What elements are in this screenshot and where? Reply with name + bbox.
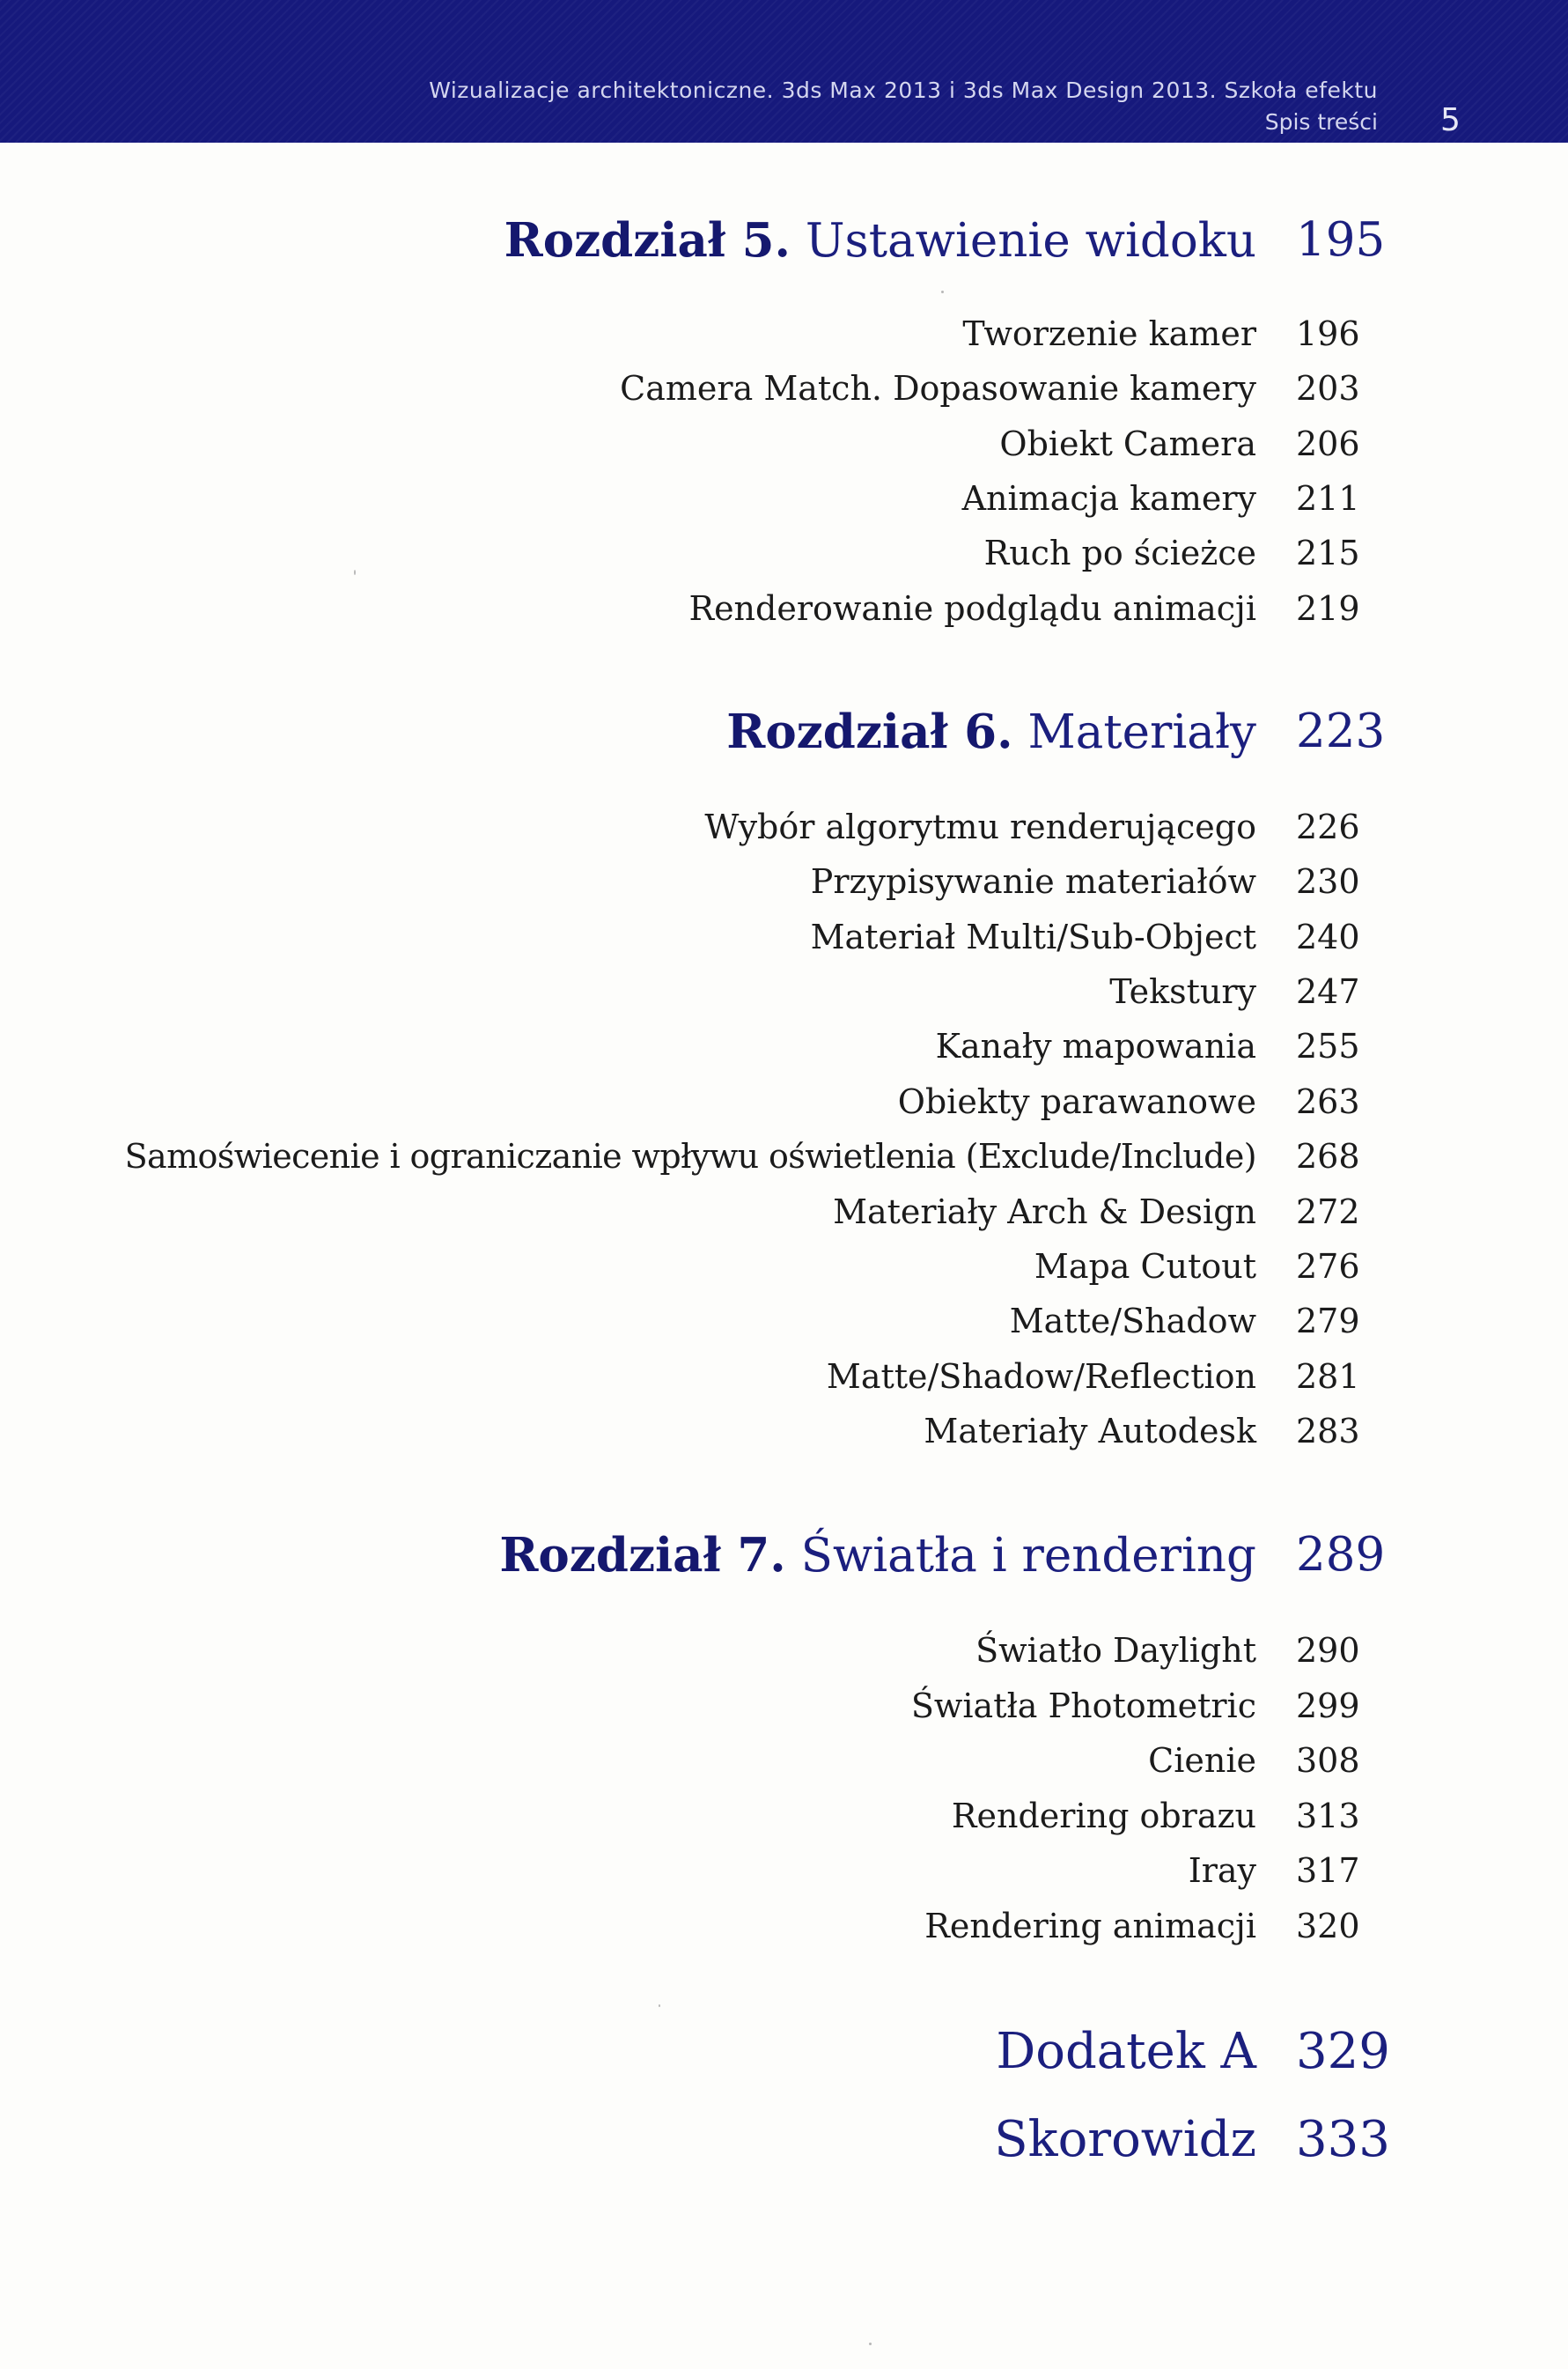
section-title: Spis treści (1264, 109, 1378, 135)
entry-label: Obiekty parawanowe (897, 1082, 1256, 1121)
appendix-label: Dodatek A (996, 2023, 1256, 2080)
entry-label: Renderowanie podglądu animacji (688, 589, 1256, 628)
chapter-number: Rozdział 6. (726, 705, 1013, 759)
entry-page: 196 (1296, 314, 1360, 353)
appendix-label: Skorowidz (994, 2111, 1256, 2168)
chapter-name: Materiały (1027, 705, 1256, 759)
entry-page: 268 (1296, 1137, 1360, 1176)
scan-speck (941, 291, 944, 293)
entry-label: Kanały mapowania (935, 1027, 1256, 1066)
entry-label: Rendering animacji (924, 1907, 1256, 1945)
chapter-page: 289 (1296, 1528, 1386, 1582)
entry-page: 240 (1296, 918, 1360, 956)
entry-label: Tworzenie kamer (962, 314, 1256, 353)
entry-label: Ruch po ścieżce (983, 534, 1256, 572)
entry-label: Mapa Cutout (1034, 1247, 1256, 1286)
entry-label: Obiekt Camera (999, 424, 1256, 463)
chapter-title (726, 705, 1256, 759)
entry-label: Samoświecenie i ograniczanie wpływu oświetlenia (Exclude/Include) (124, 1137, 1256, 1176)
entry-label: Materiały Autodesk (924, 1412, 1256, 1450)
entry-label: Światła Photometric (910, 1686, 1256, 1725)
scan-speck (869, 2343, 872, 2345)
entry-label: Materiał Multi/Sub-Object (810, 918, 1256, 956)
entry-page: 255 (1296, 1027, 1360, 1066)
entry-page: 308 (1296, 1741, 1360, 1780)
chapter-name: Ustawienie widoku (805, 214, 1256, 268)
entry-label: Matte/Shadow/Reflection (826, 1357, 1256, 1396)
entry-label: Materiały Arch & Design (833, 1192, 1256, 1231)
entry-page: 320 (1296, 1907, 1360, 1945)
book-title: Wizualizacje architektoniczne. 3ds Max 2013 i 3ds Max Design 2013. Szkoła efektu (429, 77, 1378, 103)
appendix-page: 333 (1296, 2111, 1390, 2168)
header-band (0, 0, 1568, 143)
entry-label: Matte/Shadow (1009, 1302, 1256, 1340)
chapter-title (504, 213, 1256, 268)
entry-label: Wybór algorytmu renderującego (704, 808, 1256, 846)
entry-label: Światło Daylight (975, 1631, 1256, 1670)
entry-page: 247 (1296, 972, 1360, 1011)
entry-label: Tekstury (1109, 972, 1256, 1011)
scan-speck (659, 2004, 660, 2007)
entry-label: Iray (1188, 1851, 1256, 1890)
entry-page: 263 (1296, 1082, 1360, 1121)
scan-speck (354, 570, 356, 575)
entry-page: 226 (1296, 808, 1360, 846)
entry-page: 290 (1296, 1631, 1360, 1670)
entry-label: Animacja kamery (961, 479, 1256, 518)
entry-page: 283 (1296, 1412, 1360, 1450)
entry-page: 299 (1296, 1686, 1360, 1725)
appendix-page: 329 (1296, 2023, 1390, 2080)
entry-page: 211 (1296, 479, 1360, 518)
entry-page: 215 (1296, 534, 1360, 572)
chapter-page: 223 (1296, 705, 1386, 758)
entry-page: 276 (1296, 1247, 1360, 1286)
entry-label: Camera Match. Dopasowanie kamery (620, 369, 1256, 408)
entry-label: Rendering obrazu (951, 1797, 1256, 1835)
entry-page: 279 (1296, 1302, 1360, 1340)
entry-page: 203 (1296, 369, 1360, 408)
entry-label: Cienie (1148, 1741, 1256, 1780)
entry-page: 219 (1296, 589, 1360, 628)
page-number: 5 (1440, 102, 1461, 138)
entry-page: 317 (1296, 1851, 1360, 1890)
entry-page: 272 (1296, 1192, 1360, 1231)
entry-page: 230 (1296, 862, 1360, 901)
chapter-name: Światła i rendering (800, 1529, 1256, 1583)
chapter-title (499, 1528, 1256, 1583)
entry-page: 206 (1296, 424, 1360, 463)
entry-label: Przypisywanie materiałów (810, 862, 1256, 901)
entry-page: 281 (1296, 1357, 1360, 1396)
chapter-page: 195 (1296, 213, 1386, 267)
chapter-number: Rozdział 5. (504, 213, 791, 268)
entry-page: 313 (1296, 1797, 1360, 1835)
chapter-number: Rozdział 7. (499, 1528, 786, 1583)
